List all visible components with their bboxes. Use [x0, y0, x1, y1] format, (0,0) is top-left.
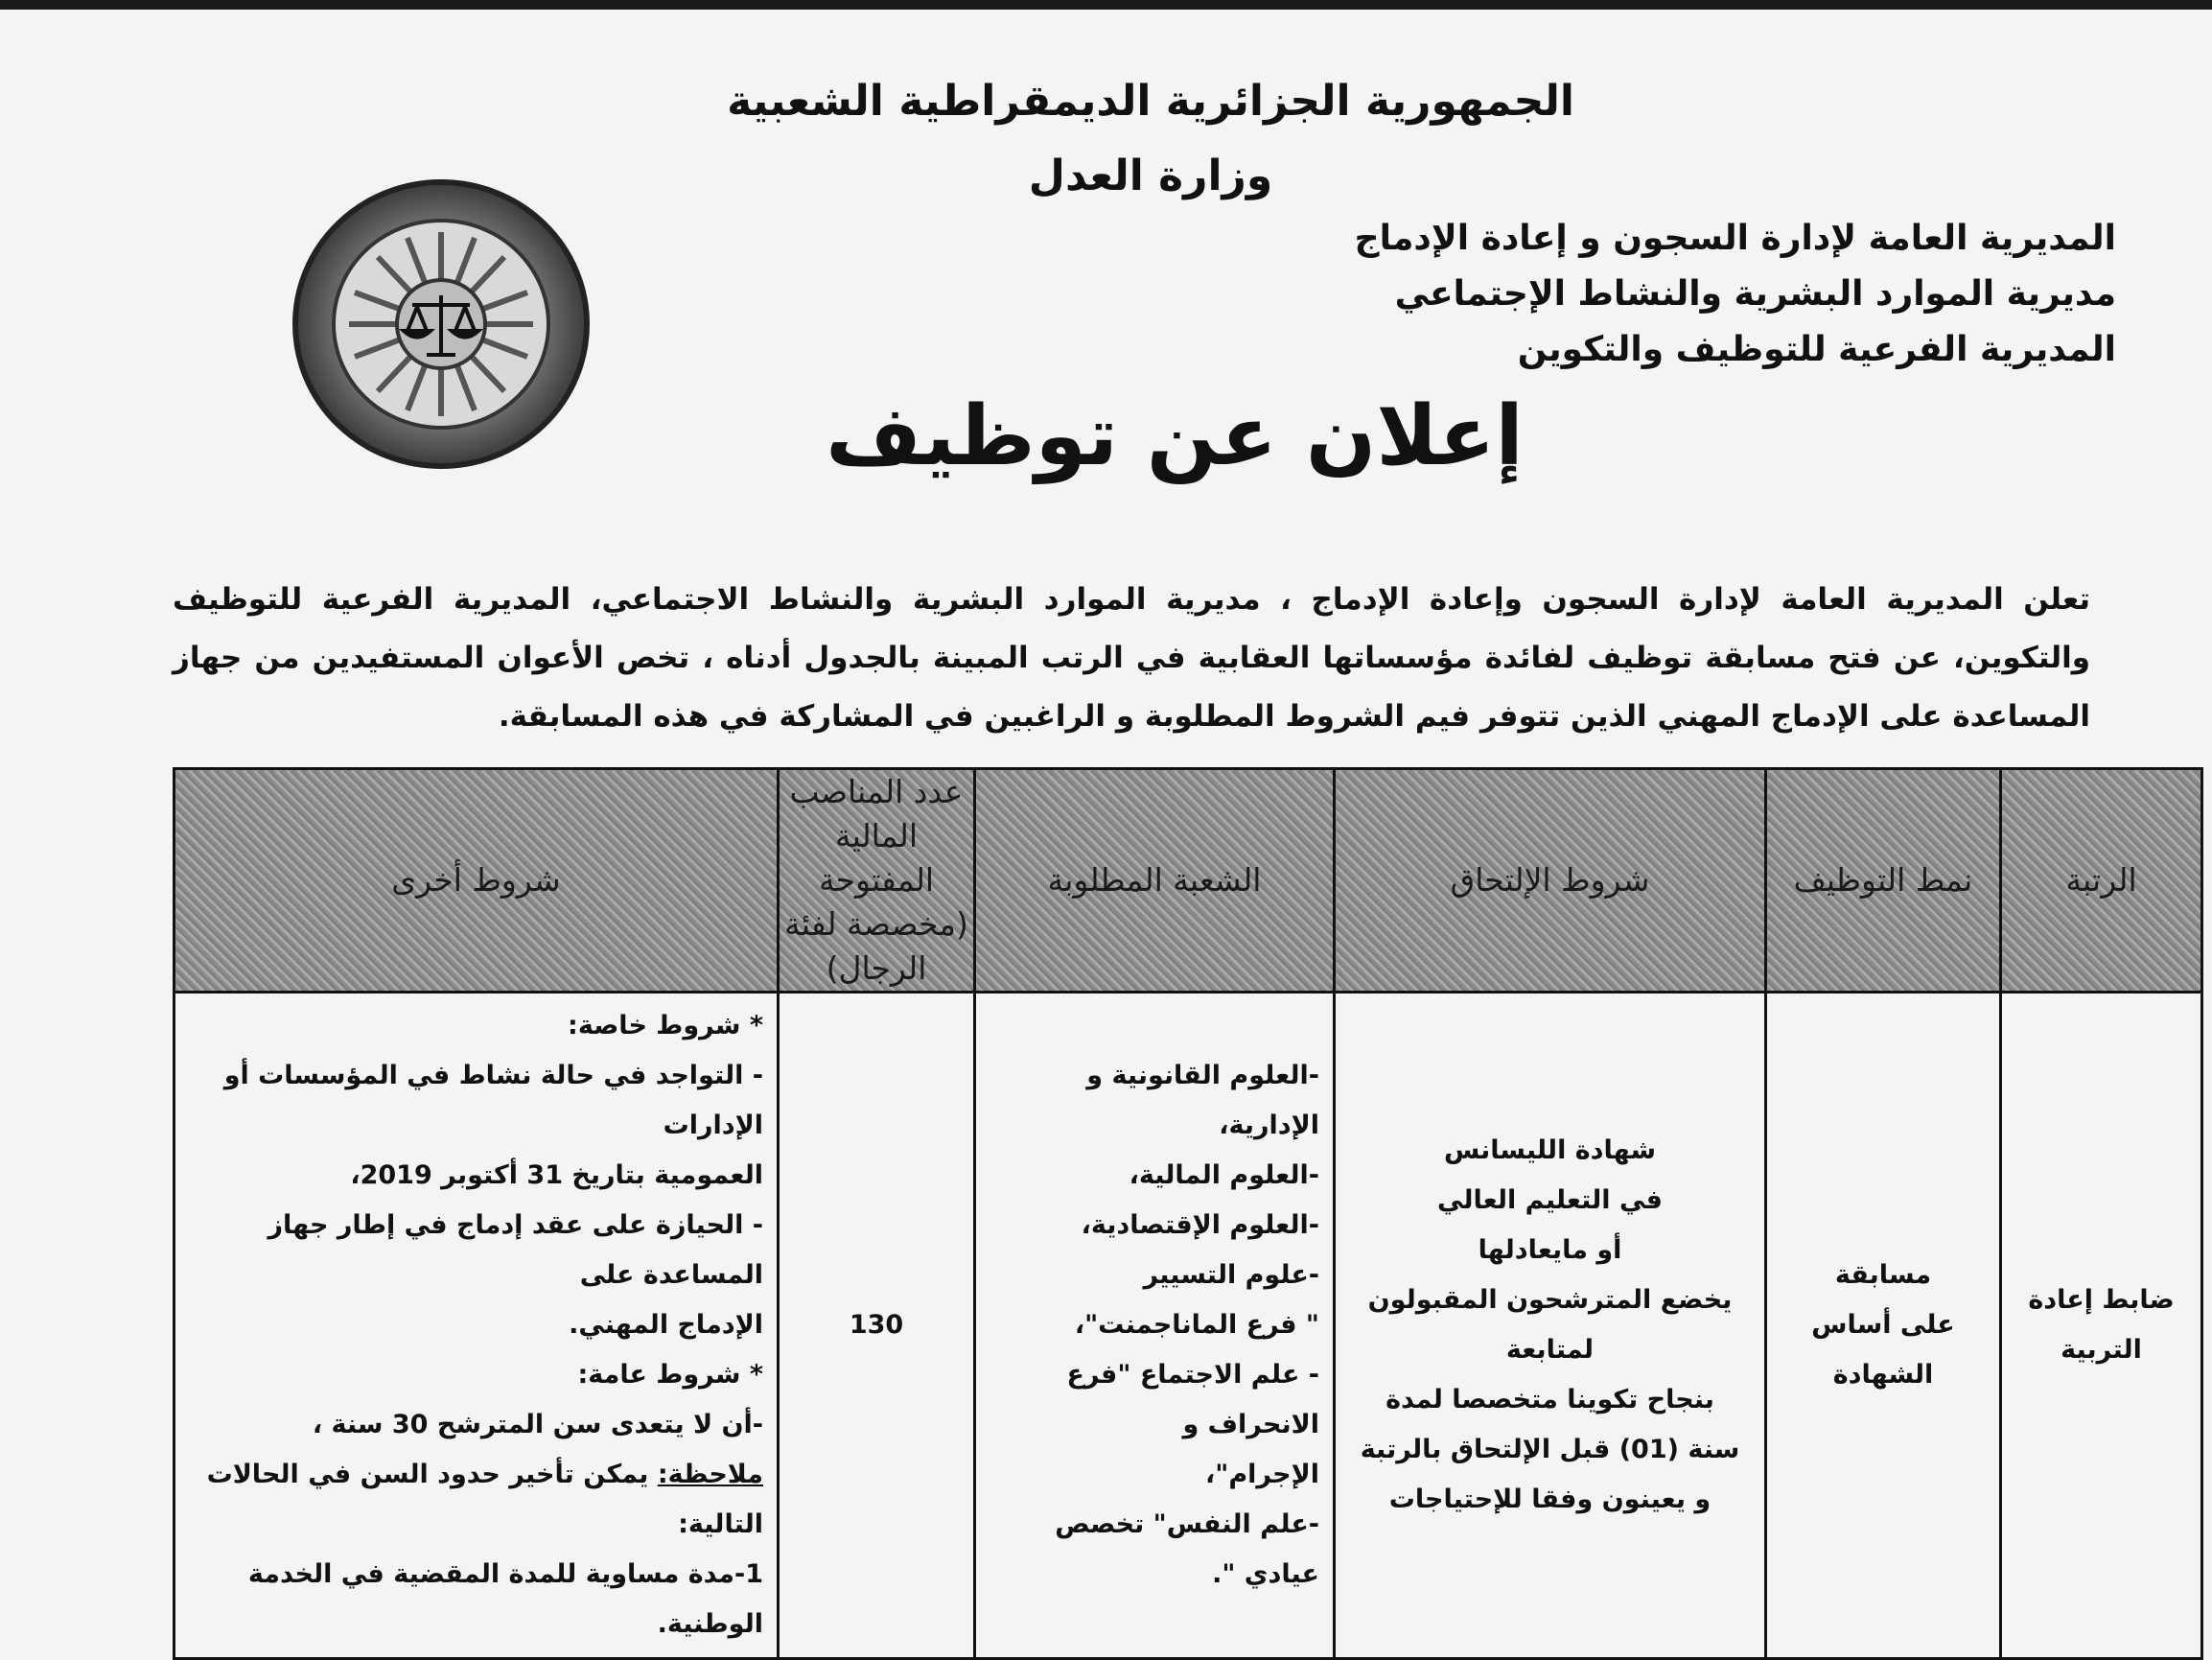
special-condition-2a: - الحيازة على عقد إدماج في إطار جهاز المساعدة على [268, 1210, 763, 1290]
direction-block [1061, 211, 2116, 378]
header-other: شروط أخرى [175, 769, 779, 993]
header-rank: الرتبة [2001, 769, 2202, 993]
cell-rank: ضابط إعادة التربية [2001, 993, 2202, 1659]
conditions-line-5: بنجاح تكوينا متخصصا لمدة [1385, 1385, 1714, 1415]
field-line-8: -علم النفس" تخصص عيادي ". [1055, 1509, 1319, 1589]
special-condition-1a: - التواجد في حالة نشاط في المؤسسات أو الإدارات [223, 1061, 763, 1140]
general-condition-1: -أن لا يتعدى سن المترشح 30 سنة ، [312, 1410, 763, 1439]
header-field: الشعبة المطلوبة [975, 769, 1335, 993]
field-line-7: الإجرام"، [1205, 1460, 1319, 1489]
republic-heading: الجمهورية الجزائرية الديمقراطية الشعبية [727, 77, 1574, 126]
ministry-heading: وزارة العدل [1028, 152, 1273, 200]
cell-other [175, 993, 779, 1659]
note-label: ملاحظة: [657, 1460, 763, 1489]
note-item-1: 1-مدة مساوية للمدة المقضية في الخدمة الوطنية. [247, 1559, 763, 1639]
cell-mode [1766, 993, 2001, 1659]
field-line-4: -علوم التسيير [1143, 1260, 1319, 1290]
conditions-line-1: شهادة الليسانس [1443, 1135, 1657, 1165]
conditions-line-6: سنة (01) قبل الإلتحاق بالرتبة [1360, 1435, 1740, 1464]
cell-count: 130 [779, 993, 975, 1659]
direction-line-2: مديرية الموارد البشرية والنشاط الإجتماعي [1394, 274, 2116, 314]
field-line-5: " فرع الماناجمنت"، [1074, 1310, 1319, 1340]
header-conditions: شروط الإلتحاق [1335, 769, 1766, 993]
recruitment-table [173, 767, 2203, 1660]
header-count: عدد المناصب المالية المفتوحة (مخصصة لفئة الرجال) [779, 769, 975, 993]
mode-line-1: مسابقة [1834, 1260, 1932, 1290]
scales-of-justice-seal-icon [288, 173, 604, 479]
cell-conditions [1335, 993, 1766, 1659]
field-line-3: -العلوم الإقتصادية، [1081, 1210, 1319, 1240]
conditions-line-2: في التعليم العالي [1437, 1185, 1663, 1215]
special-condition-1b: العمومية بتاريخ 31 أكتوبر 2019، [350, 1160, 763, 1190]
table-header-row [175, 769, 2202, 993]
field-line-1: -العلوم القانونية و الإدارية، [1086, 1061, 1319, 1140]
note-text: يمكن تأخير حدود السن في الحالات التالية: [206, 1460, 763, 1539]
table-row [175, 993, 2202, 1659]
conditions-line-7: و يعينون وفقا للإحتياجات [1388, 1485, 1711, 1514]
scan-edge [0, 0, 2212, 10]
general-conditions-title: * شروط عامة: [577, 1360, 763, 1390]
special-condition-2b: الإدماج المهني. [569, 1310, 763, 1340]
mode-line-2: على أساس الشهادة [1811, 1310, 1955, 1390]
header-mode: نمط التوظيف [1766, 769, 2001, 993]
conditions-line-4: يخضع المترشحون المقبولون لمتابعة [1367, 1285, 1733, 1365]
announcement-title: إعلان عن توظيف [826, 388, 1524, 484]
cell-field [975, 993, 1335, 1659]
field-line-6: - علم الاجتماع "فرع الانحراف و [1066, 1360, 1319, 1439]
direction-line-3: المديرية الفرعية للتوظيف والتكوين [1517, 330, 2116, 369]
direction-line-1: المديرية العامة لإدارة السجون و إعادة الإدماج [1354, 219, 2116, 258]
intro-paragraph: تعلن المديرية العامة لإدارة السجون وإعادة الإدماج ، مديرية الموارد البشرية والنشاط الاجتماعي، المديرية الفرعية للتوظيف والتكوين، عن فتح مسابقة توظيف لفائدة مؤسساتها العقابية في الرتب المبينة بالجدول أدناه ، تخص الأعوان المستفيدين من جهاز المساعدة على الإدماج المهني الذين تتوفر فيم الشروط المطلوبة و الراغبين في المشاركة في هذه المسابقة. [173, 582, 2090, 734]
note-line [189, 1450, 763, 1550]
conditions-line-3: أو مايعادلها [1478, 1235, 1622, 1265]
field-line-2: -العلوم المالية، [1129, 1160, 1319, 1190]
special-conditions-title: * شروط خاصة: [568, 1011, 763, 1040]
